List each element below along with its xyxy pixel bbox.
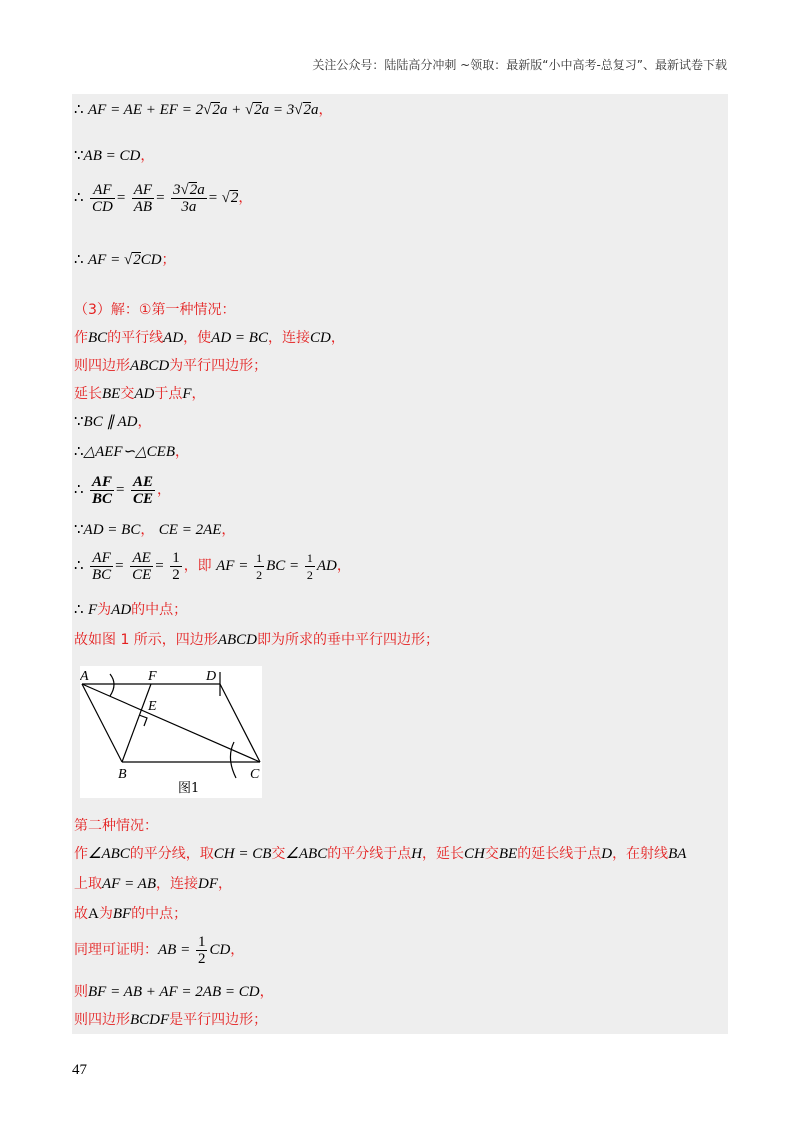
label-f: F	[148, 669, 157, 684]
label-a: A	[80, 669, 89, 684]
line-case2-bf: 则BF = AB + AF = 2AB = CD，	[74, 984, 274, 1000]
line-construct: 作BC的平行线AD，使AD = BC，连接CD，	[74, 330, 345, 346]
line-conclusion-fig1: 故如图 1 所示，四边形ABCD即为所求的垂中平行四边形；	[74, 632, 439, 648]
figure-1-diagram	[80, 666, 262, 798]
solution-content	[72, 94, 728, 1034]
segment-dc	[220, 684, 260, 762]
line-ab-cd: ∵AB = CD，	[74, 148, 155, 164]
segment-ac	[82, 684, 260, 762]
label-b: B	[118, 767, 127, 782]
segment-bf	[122, 684, 151, 762]
label-d: D	[206, 669, 217, 684]
line-half: ∴ $\frac{AF}{BC}$ = $\frac{AE}{CE}$ = $\frac{1}{2}$ ，即 AF = $\frac{1}{2}$ BC = $\frac{1}{2}$ AD，	[74, 549, 351, 583]
label-e: E	[148, 699, 157, 714]
line-case2: 第二种情况：	[74, 818, 158, 834]
line-parallelogram: 则四边形ABCD为平行四边形；	[74, 358, 268, 374]
line-given: ∵AD = BC， CE = 2AE，	[74, 522, 236, 538]
line-case2-construct: 作∠ABC的平分线，取CH = CB交∠ABC的平分线于点H，延长CH交BE的延长线于点D，在射线BA	[74, 846, 687, 862]
line-case2-take: 上取AF = AB，连接DF，	[74, 876, 233, 892]
line-similar-ratio: ∴ $\frac{AF}{BC}$ = $\frac{AE}{CE}$ ，	[74, 473, 171, 507]
page-number: 47	[72, 1062, 87, 1078]
page-header: 关注公众号：陆陆高分冲刺 ~领取：最新版“小中高考-总复习”、最新试卷下载	[312, 58, 727, 72]
line-parallel: ∵BC ∥ AD，	[74, 414, 152, 430]
line-extend: 延长BE交AD于点F，	[74, 386, 206, 402]
line-case2-midpoint: 故A为BF的中点；	[74, 906, 188, 922]
arc-a	[110, 674, 114, 696]
line-af-cd: ∴ AF = √2CD；	[74, 252, 176, 268]
line-case2-prove: 同理可证明：AB = $\frac{1}{2}$ CD，	[74, 933, 245, 967]
line-case2-conclusion: 则四边形BCDF是平行四边形；	[74, 1012, 268, 1028]
line-af-sum: ∴ AF = AE + EF = 2√2a + √2a = 3√2a，	[74, 102, 333, 118]
arc-c	[230, 742, 236, 778]
line-similar: ∴△AEF∽△CEB，	[74, 444, 190, 460]
figure-1	[80, 666, 262, 798]
label-c: C	[250, 767, 260, 782]
right-angle-mark	[139, 715, 147, 726]
line-part3: （3）解：①第一种情况：	[74, 302, 236, 318]
figure-caption: 图1	[178, 781, 200, 796]
line-midpoint: ∴ F为AD的中点；	[74, 602, 188, 618]
segment-ab	[82, 684, 122, 762]
line-ratio: ∴ $\frac{AF}{CD}$ = $\frac{AF}{AB}$ = $\frac{3√2a}{3a}$ = √2，	[74, 181, 253, 215]
